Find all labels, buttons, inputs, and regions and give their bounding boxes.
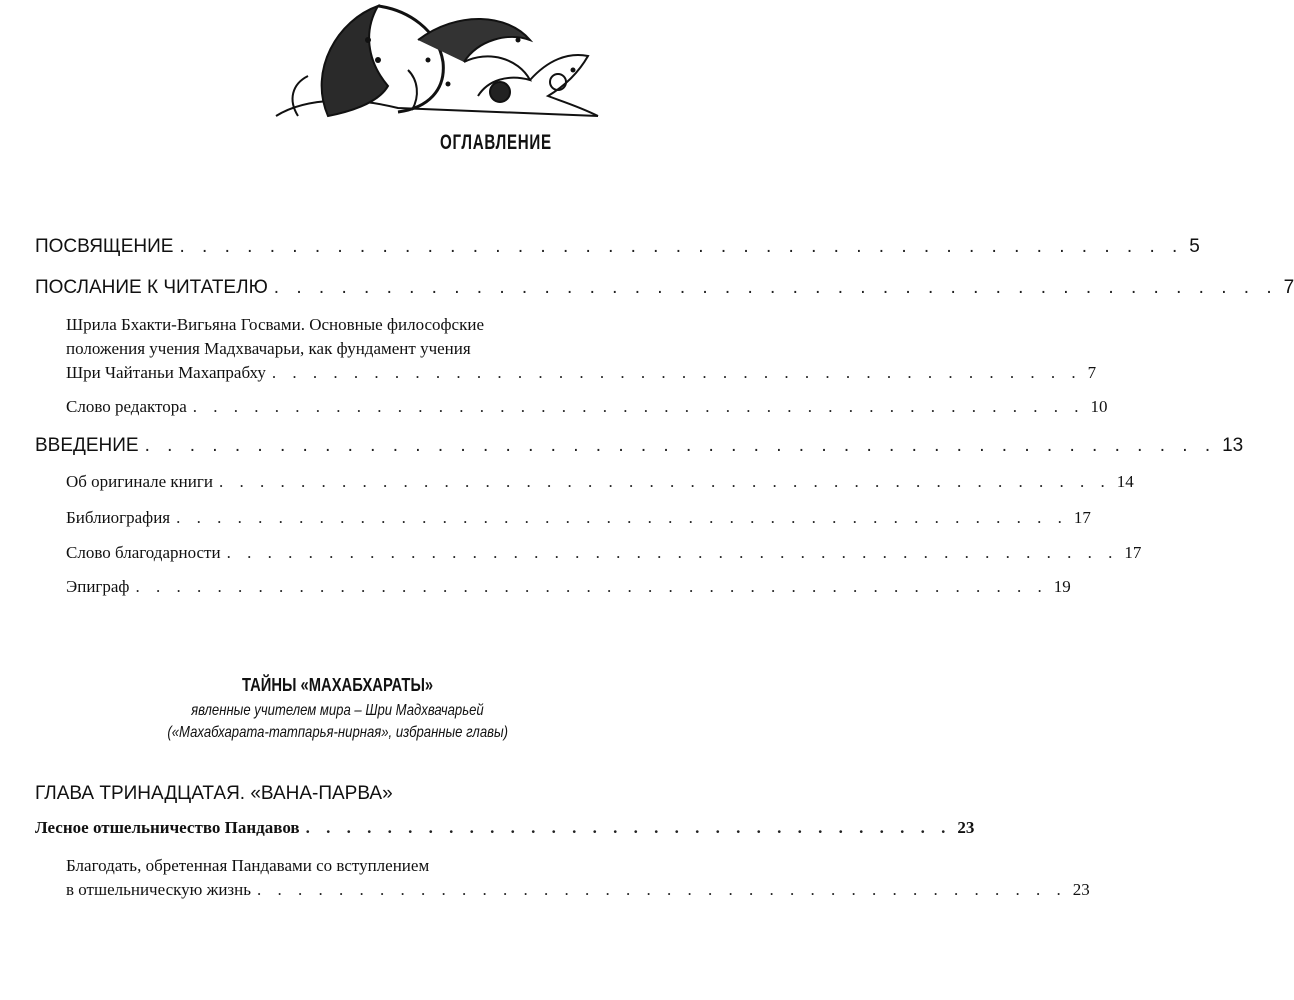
- section-subtitle: («Махабхарата-татпарья-нирная», избранные главы): [167, 724, 508, 741]
- toc-entry-line: Шри Чайтаньи Махапрабху: [66, 363, 266, 382]
- toc-entry-label: ПОСЛАНИЕ К ЧИТАТЕЛЮ: [35, 277, 268, 298]
- leader-dots: . . . . . . . . . . . . . . . . . . . . . . . . . . . . . . . . . . . . . . . . . . . . .: [135, 577, 1048, 596]
- leader-dots: . . . . . . . . . . . . . . . . . . . . . . . . . . . . . . . . . . . . . . . . . . . . .: [273, 277, 1278, 298]
- leader-dots: . . . . . . . . . . . . . . . . . . . . . . . . . . . . . . . . . . . . . . . . . . . .: [218, 472, 1111, 491]
- toc-page-number: 7: [1087, 363, 1097, 382]
- leader-dots: . . . . . . . . . . . . . . . . . . . . . . . . . . . . . . . . . . . . . . . .: [271, 363, 1082, 382]
- toc-page-number: 7: [1283, 277, 1294, 298]
- toc-page-number: 13: [1222, 435, 1244, 456]
- toc-page-number: 10: [1090, 397, 1108, 416]
- toc-entry-original[interactable]: [66, 472, 1134, 492]
- toc-page-number: 23: [957, 818, 975, 837]
- toc-entry-label: Слово благодарности: [66, 543, 221, 562]
- section-title: ТАЙНЫ «МАХАБХАРАТЫ»: [241, 675, 434, 695]
- toc-entry-epigraph[interactable]: [66, 577, 1071, 597]
- toc-entry-line: Благодать, обретенная Пандавами со вступлением: [66, 856, 430, 875]
- leader-dots: . . . . . . . . . . . . . . . . . . . . . . . . . . . . . . . . . . . . . . . . . . . . .: [179, 236, 1184, 257]
- toc-page-number: 19: [1053, 577, 1071, 596]
- toc-entry-intro[interactable]: [35, 435, 1244, 457]
- leader-dots: . . . . . . . . . . . . . . . . . . . . . . . . . . . . . . . .: [305, 818, 952, 837]
- toc-page-number: 23: [1072, 880, 1090, 899]
- toc-entry-label: Об оригинале книги: [66, 472, 213, 491]
- leader-dots: . . . . . . . . . . . . . . . . . . . . . . . . . . . . . . . . . . . . . . . . . . . .: [226, 543, 1119, 562]
- leader-dots: . . . . . . . . . . . . . . . . . . . . . . . . . . . . . . . . . . . . . . . . . . . .: [192, 397, 1085, 416]
- toc-entry-line: в отшельническую жизнь: [66, 880, 251, 899]
- toc-entry-label: ПОСВЯЩЕНИЕ: [35, 236, 174, 257]
- toc-entry-label: Лесное отшельничество Пандавов: [35, 818, 300, 837]
- toc-entry-line: Шрила Бхакти-Вигьяна Госвами. Основные философские: [66, 315, 485, 334]
- toc-entry-grace[interactable]: [66, 854, 1090, 902]
- chapter-heading: ГЛАВА ТРИНАДЦАТАЯ. «ВАНА-ПАРВА»: [35, 783, 393, 804]
- contents-heading: ОГЛАВЛЕНИЕ: [440, 131, 552, 154]
- toc-entry-label: Эпиграф: [66, 577, 130, 596]
- toc-entry-shrila[interactable]: [66, 313, 1097, 385]
- toc-page-number: 17: [1124, 543, 1142, 562]
- toc-page-number: 5: [1189, 236, 1200, 257]
- toc-entry-label: ВВЕДЕНИЕ: [35, 435, 139, 456]
- toc-page-number: 14: [1116, 472, 1134, 491]
- leader-dots: . . . . . . . . . . . . . . . . . . . . . . . . . . . . . . . . . . . . . . . .: [257, 880, 1067, 899]
- toc-page-number: 17: [1073, 508, 1091, 527]
- toc-entry-label: Библиография: [66, 508, 171, 527]
- toc-entry-forest[interactable]: [35, 818, 975, 838]
- toc-entry-message[interactable]: [35, 277, 1294, 299]
- leader-dots: . . . . . . . . . . . . . . . . . . . . . . . . . . . . . . . . . . . . . . . . . . . .: [176, 508, 1068, 527]
- toc-entry-line: положения учения Мадхвачарьи, как фундамент учения: [66, 339, 471, 358]
- toc-entry-thanks[interactable]: [66, 543, 1142, 563]
- toc-entry-bibliography[interactable]: [66, 508, 1091, 528]
- toc-entry-dedication[interactable]: [35, 236, 1200, 258]
- toc-entry-editor[interactable]: [66, 397, 1108, 417]
- leader-dots: . . . . . . . . . . . . . . . . . . . . . . . . . . . . . . . . . . . . . . . . . . . . . . . .: [144, 435, 1217, 456]
- section-subtitle: явленные учителем мира – Шри Мадхвачарьей: [191, 702, 484, 719]
- toc-entry-label: Слово редактора: [66, 397, 187, 416]
